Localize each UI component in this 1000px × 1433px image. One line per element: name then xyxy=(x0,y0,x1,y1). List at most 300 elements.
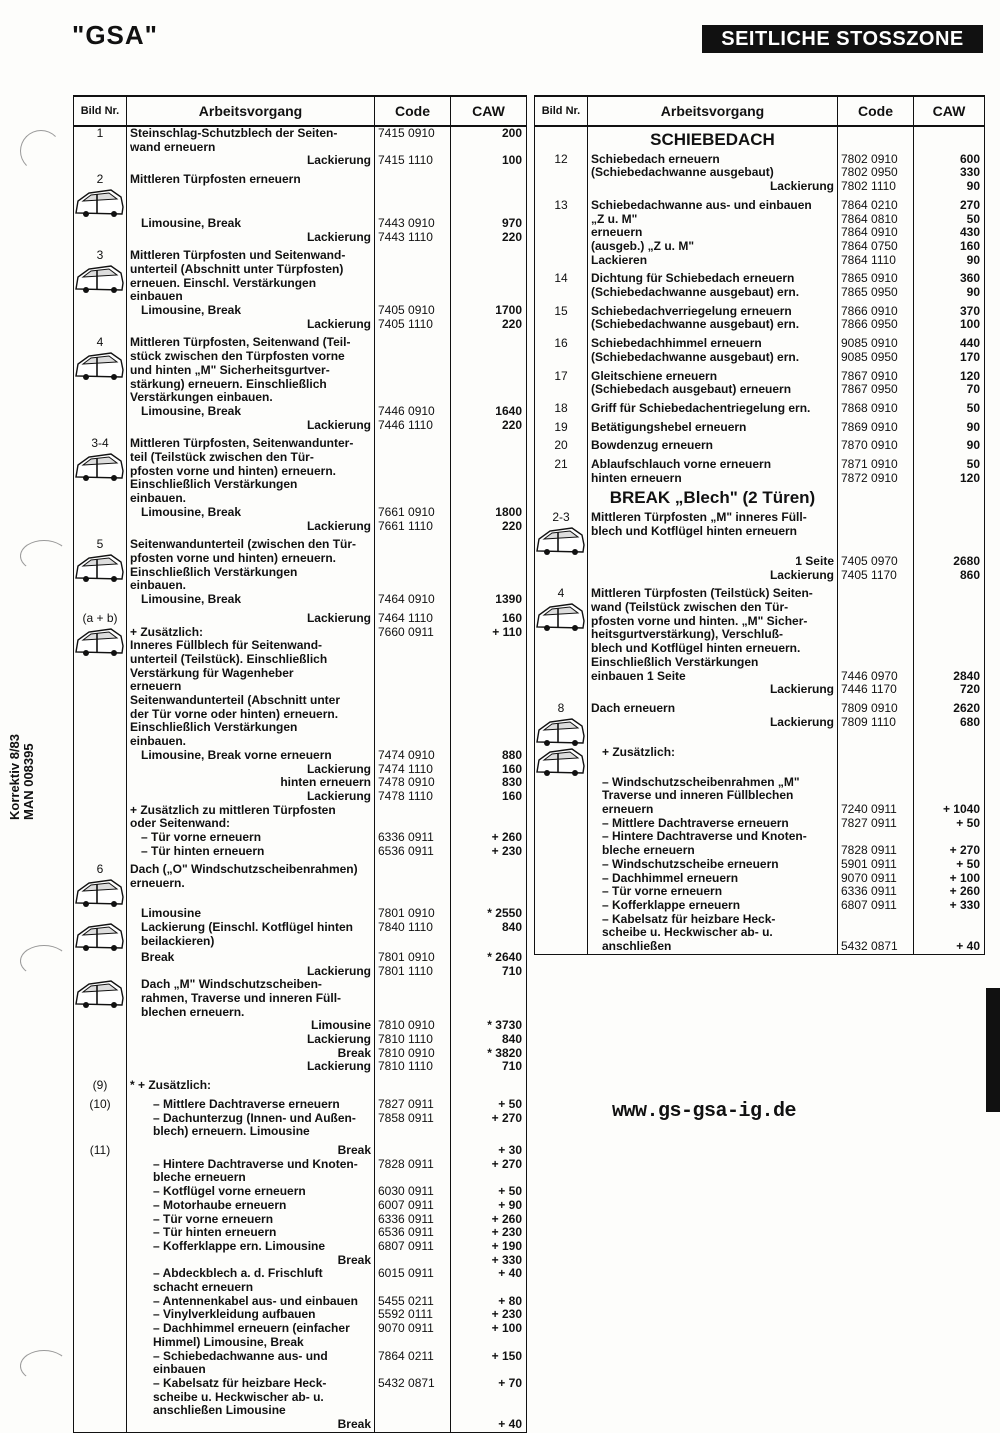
caw-cell xyxy=(451,318,527,332)
code-cell-text: 6807 0911 xyxy=(378,1238,434,1253)
caw-cell xyxy=(451,831,527,845)
arbeitsvorgang-cell-text: – Windschutzscheibe erneuern xyxy=(602,856,779,871)
code-cell xyxy=(375,1377,451,1418)
caw-cell xyxy=(451,763,527,777)
bild-nr-cell xyxy=(74,626,127,695)
code-cell xyxy=(838,830,914,857)
code-cell xyxy=(375,1033,451,1047)
caw-cell-text: 840 xyxy=(501,1032,522,1047)
code-cell xyxy=(375,978,451,1019)
caw-cell xyxy=(451,1213,527,1227)
arbeitsvorgang-cell-text: – Antennenkabel aus- und einbauen xyxy=(153,1293,358,1308)
code-cell-text: 7446 1110 xyxy=(378,417,433,432)
table-row xyxy=(535,817,985,831)
bild-nr-cell xyxy=(535,267,588,299)
caw-cell xyxy=(451,1112,527,1139)
section-banner: SEITLICHE STOSSZONE xyxy=(702,25,983,53)
table-row xyxy=(74,331,527,405)
caw-cell xyxy=(451,1158,527,1185)
table-row xyxy=(535,872,985,886)
caw-cell xyxy=(914,913,985,955)
arbeitsvorgang-cell-text: + Zusätzlich: Inneres Füllblech für Seitenwand- unterteil (Teilstück). Einschließlich Verstärkung für Wagenheber erneuern xyxy=(130,624,328,694)
header-caw: CAW xyxy=(914,96,985,126)
code-cell-text: 7871 0910 7872 0910 xyxy=(841,457,898,485)
bild-nr-cell xyxy=(74,405,127,419)
bild-nr-cell-text: (a + b) xyxy=(82,610,118,625)
code-cell xyxy=(838,776,914,817)
arbeitsvorgang-cell-text: Ablaufschlauch vorne erneuern hinten erneuern xyxy=(591,457,772,485)
caw-cell xyxy=(451,1185,527,1199)
code-cell xyxy=(375,1093,451,1112)
punch-hole-mark xyxy=(20,945,68,977)
bild-nr-cell xyxy=(74,951,127,965)
arbeitsvorgang-cell xyxy=(127,1047,375,1061)
code-cell-text: 9070 0911 xyxy=(378,1321,434,1336)
bild-nr-cell xyxy=(74,1213,127,1227)
bild-nr-cell xyxy=(74,1254,127,1268)
caw-cell xyxy=(451,168,527,217)
arbeitsvorgang-cell xyxy=(127,432,375,506)
caw-cell xyxy=(451,845,527,859)
arbeitsvorgang-cell-text: – Schiebedachwanne aus- und einbauen xyxy=(153,1348,328,1377)
bild-nr-cell xyxy=(535,746,588,776)
code-cell xyxy=(375,1112,451,1139)
caw-cell xyxy=(914,872,985,886)
code-cell-text: 7446 1170 xyxy=(841,682,897,697)
table-row xyxy=(535,830,985,857)
arbeitsvorgang-cell-text: – Mittlere Dachtraverse erneuern xyxy=(602,815,789,830)
table-row xyxy=(535,913,985,955)
caw-cell-text: + 70 xyxy=(498,1375,522,1390)
arbeitsvorgang-cell xyxy=(127,506,375,520)
caw-cell xyxy=(451,126,527,154)
caw-cell xyxy=(451,1267,527,1294)
bild-nr-cell-text: 4 xyxy=(96,335,104,350)
arbeitsvorgang-cell-text: – Motorhaube erneuern xyxy=(153,1197,287,1212)
code-cell-text: 7464 1110 xyxy=(378,610,433,625)
bild-nr-cell xyxy=(74,1112,127,1139)
code-cell-text: 7827 0911 xyxy=(378,1096,434,1111)
bild-nr-cell xyxy=(535,332,588,364)
table-header-row xyxy=(535,96,985,126)
caw-cell xyxy=(451,607,527,626)
caw-cell-text: 90 xyxy=(966,419,980,434)
code-cell xyxy=(375,858,451,907)
bild-nr-cell xyxy=(535,569,588,583)
code-cell xyxy=(375,831,451,845)
bild-nr-cell xyxy=(74,1240,127,1254)
bild-nr-cell xyxy=(74,965,127,979)
code-cell xyxy=(375,607,451,626)
table-row xyxy=(74,168,527,217)
arbeitsvorgang-cell xyxy=(127,1033,375,1047)
header-bild-nr: Bild Nr. xyxy=(74,96,127,126)
code-cell xyxy=(838,746,914,776)
table-row xyxy=(74,804,527,831)
arbeitsvorgang-cell-text: – Dachhimmel erneuern (einfacher Himmel) Limousine, Break xyxy=(153,1321,350,1349)
code-cell-text: 6536 0911 xyxy=(378,1225,434,1240)
arbeitsvorgang-cell-text: Break xyxy=(337,1045,371,1060)
code-cell xyxy=(375,244,451,304)
code-cell xyxy=(838,817,914,831)
arbeitsvorgang-cell xyxy=(588,899,838,913)
code-cell xyxy=(375,907,451,921)
caw-cell-text: 600 330 xyxy=(959,151,980,180)
bild-nr-cell xyxy=(535,899,588,913)
code-cell-text: 7415 0910 xyxy=(378,126,435,140)
table-row xyxy=(74,1019,527,1033)
arbeitsvorgang-cell-text: Break xyxy=(337,1417,371,1432)
arbeitsvorgang-cell xyxy=(588,913,838,955)
caw-cell-text: + 270 xyxy=(491,1110,522,1125)
caw-cell xyxy=(451,1322,527,1349)
code-cell-text: 6336 0911 xyxy=(841,884,897,899)
bild-nr-cell xyxy=(74,978,127,1019)
arbeitsvorgang-cell xyxy=(588,858,838,872)
code-cell xyxy=(375,419,451,433)
arbeitsvorgang-cell-text: Schiebedachwanne aus- und einbauen „Z u. M" erneuern (ausgeb.) „Z u. M" Lackieren xyxy=(591,197,812,267)
bild-nr-cell xyxy=(535,511,588,555)
caw-cell xyxy=(451,1254,527,1268)
code-cell xyxy=(838,555,914,569)
bild-nr-cell-text: 12 xyxy=(554,151,568,166)
arbeitsvorgang-cell xyxy=(127,1267,375,1294)
code-cell xyxy=(375,921,451,951)
caw-cell xyxy=(451,1295,527,1309)
header-code: Code xyxy=(838,96,914,126)
table-row xyxy=(74,318,527,332)
table-row xyxy=(535,434,985,453)
empty-cell xyxy=(838,485,914,511)
arbeitsvorgang-cell xyxy=(127,1139,375,1158)
code-cell-text: 7801 1110 xyxy=(378,963,433,978)
table-row xyxy=(535,332,985,364)
caw-cell xyxy=(451,1093,527,1112)
code-cell xyxy=(375,804,451,831)
caw-cell xyxy=(451,405,527,419)
code-cell-text: 7443 0910 xyxy=(378,215,435,230)
table-row xyxy=(74,626,527,695)
arbeitsvorgang-cell-text: + Zusätzlich zu mittleren Türpfosten oder Seitenwand: xyxy=(130,802,336,831)
caw-cell xyxy=(451,804,527,831)
bild-nr-cell-text: (11) xyxy=(89,1143,111,1157)
arbeitsvorgang-cell-text: Schiebedach erneuern (Schiebedachwanne ausgebaut) xyxy=(591,151,774,180)
code-cell xyxy=(375,154,451,168)
caw-cell xyxy=(914,683,985,697)
bild-nr-cell xyxy=(535,582,588,683)
caw-cell-text: 50 120 xyxy=(959,457,980,485)
table-row xyxy=(74,776,527,790)
arbeitsvorgang-cell xyxy=(127,1308,375,1322)
code-cell xyxy=(838,194,914,268)
code-cell xyxy=(375,1158,451,1185)
arbeitsvorgang-cell-text: Limousine, Break xyxy=(141,303,242,318)
code-cell-text: 7840 1110 xyxy=(378,919,433,934)
caw-cell-text: + 230 xyxy=(491,1307,522,1322)
table-row xyxy=(74,1295,527,1309)
section-header-row xyxy=(535,126,985,153)
caw-cell-text: 220 xyxy=(501,518,522,533)
arbeitsvorgang-cell xyxy=(127,1019,375,1033)
arbeitsvorgang-cell-text: Mittleren Türpfosten „M" inneres Füll- blech und Kotflügel hinten erneuern xyxy=(591,510,807,538)
car-diagram-icon xyxy=(75,187,125,217)
bild-nr-cell xyxy=(74,168,127,217)
bild-nr-cell-text: 2-3 xyxy=(552,510,570,525)
caw-cell xyxy=(451,1060,527,1074)
bild-nr-cell xyxy=(74,1139,127,1158)
bild-nr-cell-text: 17 xyxy=(554,368,568,383)
code-cell-text: 7828 0911 xyxy=(841,843,897,858)
table-row xyxy=(74,217,527,231)
code-cell xyxy=(838,332,914,364)
caw-cell xyxy=(451,331,527,405)
caw-cell-text: + 270 xyxy=(949,843,980,858)
caw-cell xyxy=(451,520,527,534)
left-table-body xyxy=(74,126,527,1432)
arbeitsvorgang-cell xyxy=(127,607,375,626)
bild-nr-cell xyxy=(74,520,127,534)
bild-nr-cell xyxy=(74,1308,127,1322)
header-caw: CAW xyxy=(451,96,527,126)
arbeitsvorgang-cell-text: – Tür vorne erneuern xyxy=(153,1211,274,1226)
bild-nr-cell xyxy=(74,1199,127,1213)
bild-nr-cell-text: 4 xyxy=(557,586,565,601)
code-cell xyxy=(375,506,451,520)
bild-nr-cell xyxy=(535,885,588,899)
code-cell-text: 5432 0871 xyxy=(841,939,898,954)
caw-cell xyxy=(451,1240,527,1254)
arbeitsvorgang-cell-text: Lackierung xyxy=(306,1032,371,1047)
code-cell-text: 7446 0970 xyxy=(841,668,898,683)
code-cell-text: 7864 0211 xyxy=(378,1348,434,1363)
section-title: BREAK „Blech" (2 Türen) xyxy=(588,485,838,511)
arbeitsvorgang-cell-text: – Kofferklappe erneuern xyxy=(602,897,741,912)
caw-cell xyxy=(451,1350,527,1377)
arbeitsvorgang-cell-text: – Tür vorne erneuern xyxy=(602,884,723,899)
caw-cell xyxy=(451,694,527,749)
caw-cell-text: 2620 xyxy=(953,700,980,715)
caw-cell xyxy=(451,749,527,763)
arbeitsvorgang-cell-text: Dach „M" Windschutzscheiben- rahmen, Traverse und inneren Füll- blechen erneuern. xyxy=(141,977,342,1019)
code-cell-text: 7801 0910 xyxy=(378,906,435,921)
bild-nr-cell-text: (9) xyxy=(92,1078,108,1093)
arbeitsvorgang-cell-text: – Kofferklappe ern. Limousine xyxy=(153,1238,326,1253)
arbeitsvorgang-cell xyxy=(127,1322,375,1349)
code-cell xyxy=(375,790,451,804)
table-row xyxy=(74,1322,527,1349)
caw-cell xyxy=(451,907,527,921)
bild-nr-cell xyxy=(535,858,588,872)
table-row xyxy=(74,231,527,245)
empty-cell xyxy=(535,485,588,511)
caw-cell xyxy=(451,951,527,965)
code-cell-text: 6336 0911 xyxy=(378,830,434,845)
arbeitsvorgang-cell-text: Limousine, Break xyxy=(141,504,242,519)
bild-nr-cell xyxy=(535,697,588,716)
table-row xyxy=(74,432,527,506)
table-row xyxy=(535,746,985,776)
code-cell xyxy=(375,1240,451,1254)
code-cell-text: 7867 0910 7867 0950 xyxy=(841,368,898,397)
code-cell-text: 9085 0910 9085 0950 xyxy=(841,336,898,364)
code-cell xyxy=(375,1139,451,1158)
arbeitsvorgang-cell-text: Limousine, Break vorne erneuern xyxy=(141,747,332,762)
table-row xyxy=(74,1377,527,1418)
bild-nr-cell xyxy=(74,217,127,231)
table-row xyxy=(535,582,985,683)
caw-cell-text: + 260 xyxy=(491,1211,522,1226)
arbeitsvorgang-cell-text: Limousine xyxy=(141,906,202,921)
arbeitsvorgang-cell-text: * + Zusätzlich: xyxy=(130,1078,212,1093)
caw-cell xyxy=(914,332,985,364)
arbeitsvorgang-cell-text: Limousine, Break xyxy=(141,592,242,607)
code-cell-text: 7405 0970 xyxy=(841,553,898,568)
arbeitsvorgang-cell xyxy=(127,231,375,245)
arbeitsvorgang-cell-text: – Tür vorne erneuern xyxy=(141,830,262,845)
bild-nr-cell xyxy=(535,776,588,817)
arbeitsvorgang-cell-text: Limousine xyxy=(310,1018,371,1033)
caw-cell xyxy=(914,397,985,416)
arbeitsvorgang-cell xyxy=(127,790,375,804)
arbeitsvorgang-cell xyxy=(127,921,375,951)
code-cell xyxy=(375,626,451,695)
table-row xyxy=(74,1060,527,1074)
code-cell-text: 7801 0910 xyxy=(378,949,435,964)
caw-cell xyxy=(914,858,985,872)
bild-nr-cell-text: 1 xyxy=(96,126,104,140)
bild-nr-cell xyxy=(535,453,588,485)
caw-cell xyxy=(914,453,985,485)
arbeitsvorgang-cell-text: – Windschutzscheibenrahmen „M" Traverse und inneren Füllblechen erneuern xyxy=(602,774,800,817)
caw-cell xyxy=(451,1019,527,1033)
table-row xyxy=(74,1418,527,1432)
caw-cell-text: + 260 xyxy=(949,884,980,899)
table-row xyxy=(74,304,527,318)
caw-cell-text: 90 xyxy=(966,179,980,194)
section-title: SCHIEBEDACH xyxy=(588,126,838,153)
bild-nr-cell xyxy=(74,318,127,332)
empty-cell xyxy=(838,126,914,153)
bild-nr-cell xyxy=(74,1377,127,1418)
table-row xyxy=(535,776,985,817)
caw-cell-text: 160 xyxy=(501,761,522,776)
table-row xyxy=(74,607,527,626)
caw-cell-text: + 90 xyxy=(498,1197,522,1212)
document-title: "GSA" xyxy=(72,20,158,50)
table-row xyxy=(535,397,985,416)
code-cell xyxy=(838,453,914,485)
arbeitsvorgang-cell-text: – Tür hinten erneuern xyxy=(153,1225,277,1240)
caw-cell-text: + 230 xyxy=(491,843,522,858)
arbeitsvorgang-cell xyxy=(588,365,838,397)
arbeitsvorgang-cell xyxy=(127,1158,375,1185)
arbeitsvorgang-cell xyxy=(127,520,375,534)
code-cell xyxy=(375,1060,451,1074)
table-row xyxy=(74,845,527,859)
code-cell-text: 7464 0910 xyxy=(378,592,435,607)
caw-cell xyxy=(914,511,985,555)
bild-nr-cell xyxy=(74,1295,127,1309)
code-cell xyxy=(838,569,914,583)
arbeitsvorgang-cell xyxy=(127,419,375,433)
caw-cell xyxy=(451,432,527,506)
caw-cell-text: 2680 xyxy=(953,553,980,568)
header-bild-nr: Bild Nr. xyxy=(535,96,588,126)
website-url: www.gs-gsa-ig.de xyxy=(612,1100,797,1123)
car-diagram-icon xyxy=(536,716,586,746)
empty-cell xyxy=(914,126,985,153)
table-row xyxy=(535,416,985,435)
code-cell-text: 7809 0910 xyxy=(841,700,898,715)
bild-nr-cell xyxy=(535,716,588,746)
table-row xyxy=(535,511,985,555)
caw-cell xyxy=(451,790,527,804)
punch-hole-mark xyxy=(20,1350,68,1382)
table-row xyxy=(535,683,985,697)
code-cell-text: 7858 0911 xyxy=(378,1110,434,1125)
bild-nr-cell-text: 13 xyxy=(554,197,568,212)
arbeitsvorgang-cell xyxy=(588,746,838,776)
arbeitsvorgang-cell-text: Dach („O" Windschutzscheibenrahmen) erneuern. xyxy=(130,862,358,891)
caw-cell-text: 220 xyxy=(501,417,522,432)
arbeitsvorgang-cell xyxy=(127,749,375,763)
table-row xyxy=(74,1308,527,1322)
code-cell xyxy=(838,267,914,299)
caw-cell xyxy=(914,582,985,683)
arbeitsvorgang-cell xyxy=(127,626,375,695)
code-cell xyxy=(375,845,451,859)
bild-nr-cell xyxy=(74,154,127,168)
caw-cell-text: + 40 xyxy=(956,939,980,954)
car-diagram-icon xyxy=(75,350,125,380)
arbeitsvorgang-cell-text: Limousine, Break xyxy=(141,215,242,230)
arbeitsvorgang-cell xyxy=(588,716,838,746)
arbeitsvorgang-cell-text: Mittleren Türpfosten (Teilstück) Seiten- wand (Teilstück zwischen den Tür- pfosten vorne und hinten. „M" Sicher- heitsgurtverstärkung), Verschluß- blech und Kotflügel hinten erneuern. Einschließlich Verstärkungen einbauen 1 Seite xyxy=(591,586,813,683)
caw-cell xyxy=(914,153,985,180)
code-cell-text: 6030 0911 xyxy=(378,1184,434,1199)
punch-hole-mark xyxy=(20,130,62,172)
arbeitsvorgang-cell-text: Lackierung xyxy=(306,518,371,533)
caw-cell-text: 440 170 xyxy=(959,336,980,364)
car-diagram-icon xyxy=(536,746,586,776)
bild-nr-cell-text: 19 xyxy=(554,419,568,434)
caw-cell-text: + 150 xyxy=(491,1348,522,1363)
bild-nr-cell-text: 20 xyxy=(554,438,568,453)
caw-cell-text: 710 xyxy=(501,963,522,978)
code-cell xyxy=(375,763,451,777)
bild-nr-cell xyxy=(535,434,588,453)
arbeitsvorgang-cell-text: Lackierung (Einschl. Kotflügel hinten beilackieren) xyxy=(141,919,354,948)
arbeitsvorgang-cell xyxy=(127,1377,375,1418)
arbeitsvorgang-cell xyxy=(127,304,375,318)
arbeitsvorgang-cell xyxy=(127,1093,375,1112)
caw-cell-text: 680 xyxy=(959,714,980,729)
code-cell-text: 7868 0910 xyxy=(841,400,898,415)
code-cell xyxy=(375,432,451,506)
arbeitsvorgang-cell-text: Lackierung xyxy=(306,963,371,978)
code-cell xyxy=(838,885,914,899)
table-row xyxy=(74,1112,527,1139)
caw-cell-text: + 260 xyxy=(491,830,522,845)
bild-nr-cell xyxy=(535,153,588,180)
caw-cell-text: * 2550 xyxy=(487,906,522,921)
table-row xyxy=(74,1267,527,1294)
arbeitsvorgang-cell xyxy=(127,1060,375,1074)
bild-nr-cell xyxy=(74,831,127,845)
arbeitsvorgang-cell xyxy=(127,1295,375,1309)
bild-nr-cell xyxy=(74,804,127,831)
table-row xyxy=(74,1158,527,1185)
